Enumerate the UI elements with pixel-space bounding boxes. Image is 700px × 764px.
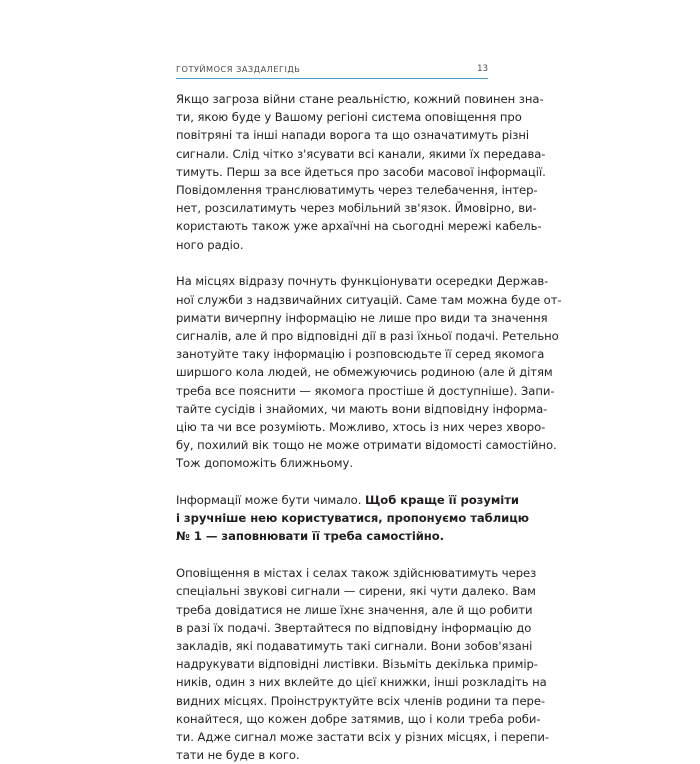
text-line: Повідомлення транслюватимуть через телебачення, інтер- xyxy=(176,183,538,198)
text-line: видних місцях. Проінструктуйте всіх членів родини та пере- xyxy=(176,693,546,708)
text-bold: і зручніше нею користуватися, пропонуємо таблицю xyxy=(176,511,529,526)
paragraph-warning-system xyxy=(176,90,546,254)
running-header-title: ГОТУЙМОСЯ ЗАЗДАЛЕГІДЬ xyxy=(176,64,301,74)
text-line: тимуть. Перш за все йдеться про засоби масової інформації. xyxy=(176,164,546,179)
text-line: римати вичерпну інформацію не лише про види та значення xyxy=(176,310,548,325)
text-line: тати не буде в кого. xyxy=(176,748,300,763)
text-line: ти, якою буде у Вашому регіоні система оповіщення про xyxy=(176,110,522,125)
text-line: користають також уже архаїчні на сьогодні мережі кабель- xyxy=(176,219,542,234)
text-line: Тож допоможіть ближньому. xyxy=(176,456,353,471)
text-normal: Інформації може бути чимало. xyxy=(176,493,365,508)
running-header xyxy=(176,64,488,78)
text-line: занотуйте таку інформацію і розповсюдьте її серед якомога xyxy=(176,347,545,362)
text-line: цію та чи все розуміють. Можливо, хтось із них через хворо- xyxy=(176,419,546,434)
text-line xyxy=(176,491,519,509)
text-line: конайтеся, що кожен добре затямив, що і коли треба роби- xyxy=(176,711,541,726)
text-bold: Щоб краще її розуміти xyxy=(364,493,519,508)
text-line: треба довідатися не лише їхнє значення, але й що робити xyxy=(176,602,533,617)
text-line: ників, один з них вклейте до цієї книжки, інші розкладіть на xyxy=(176,675,547,690)
header-rule xyxy=(176,78,488,79)
text-line: бу, похилий вік тощо не може отримати відомості самостійно. xyxy=(176,438,557,453)
text-line xyxy=(176,509,529,527)
paragraph-sirens xyxy=(176,564,550,764)
text-bold: № 1 — заповнювати її треба самостійно. xyxy=(176,529,445,544)
text-line: сигналів, але й про відповідні дії в разі їхньої подачі. Ретельно xyxy=(176,328,559,343)
text-line: спеціальні звукові сигнали — сирени, які чути далеко. Вам xyxy=(176,584,536,599)
text-line: ширшого кола людей, не обмежуючись родиною (але й дітям xyxy=(176,365,553,380)
text-line: треба все пояснити — якомога простіше й доступніше). Запи- xyxy=(176,383,555,398)
text-line xyxy=(176,527,496,545)
body-text xyxy=(176,90,562,764)
text-line: Якщо загроза війни стане реальністю, кожний повинен зна- xyxy=(176,92,544,106)
text-line: повітряні та інші напади ворога та що означатимуть різні xyxy=(176,128,530,143)
text-line: Оповіщення в містах і селах також здійснюватимуть через xyxy=(176,566,537,581)
paragraph-table-note xyxy=(176,491,529,546)
text-line: в разі їх подачі. Звертайтеся по відповідну інформацію до xyxy=(176,620,532,635)
text-line: ного радіо. xyxy=(176,237,244,252)
text-line: сигнали. Слід чітко з'ясувати всі канали, якими їх передава- xyxy=(176,146,546,161)
text-line: надрукувати відповідні листівки. Візьміть декілька примір- xyxy=(176,657,538,672)
text-line: ної служби з надзвичайних ситуацій. Саме там можна буде от- xyxy=(176,292,562,307)
text-line: На місцях відразу почнуть функціонувати осередки Держав- xyxy=(176,274,549,289)
text-line: ти. Адже сигнал може застати всіх у різних місцях, і перепи- xyxy=(176,730,550,744)
text-line: тайте сусідів і знайомих, чи мають вони відповідну інформа- xyxy=(176,401,548,416)
page-number: 13 xyxy=(477,64,488,74)
text-line: закладів, які подаватимуть такі сигнали. Вони зобов'язані xyxy=(176,638,533,653)
paragraph-emergency-service xyxy=(176,272,562,472)
text-line: нет, розсилатимуть через мобільний зв'язок. Ймовірно, ви- xyxy=(176,201,537,216)
